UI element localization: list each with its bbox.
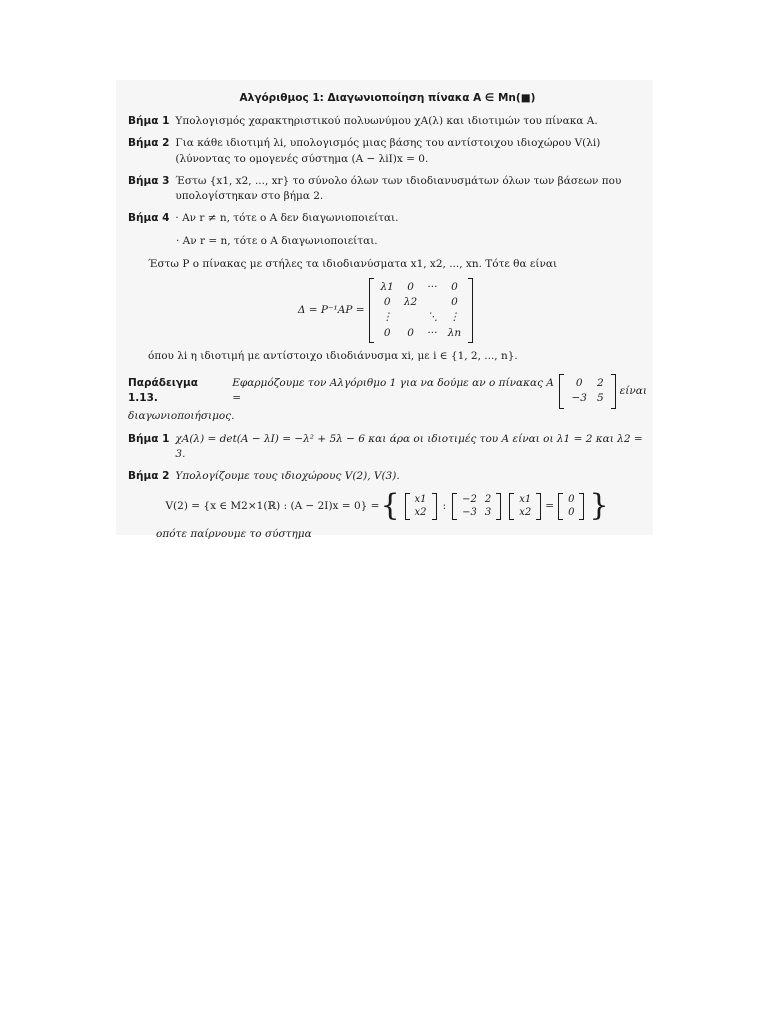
- matrix-cell: λ1: [380, 280, 394, 293]
- example-step-2: [128, 469, 647, 484]
- step-text: Υπολογίζουμε τους ιδιοχώρους V(2), V(3).: [175, 470, 400, 483]
- algorithm-step-4: [128, 211, 647, 226]
- matrix-cell: 0: [383, 326, 391, 339]
- matrix-cell: ⋮: [449, 311, 460, 324]
- document-page: [116, 80, 653, 541]
- matrix-cell: ⋮: [381, 311, 393, 324]
- vector-x-2: [509, 493, 541, 520]
- step-text: Για κάθε ιδιοτιμή λi, υπολογισμός μιας βάσης του αντίστοιχου ιδιοχώρου V(λi) (λύνοντας το ομογενές σύστημα (A − λiI)x = 0.: [175, 137, 601, 165]
- matrix-cell: 0: [383, 296, 391, 309]
- matrix-cell: x2: [414, 507, 427, 519]
- step-label: Βήμα 3: [128, 174, 170, 187]
- matrix-cell: 5: [596, 392, 604, 405]
- left-brace: {: [380, 488, 400, 524]
- example-text-line2: διαγωνιοποιήσιμος.: [128, 409, 235, 422]
- delta-lhs: Δ = P⁻¹AP =: [297, 303, 365, 316]
- matrix-cell: −3: [571, 392, 587, 405]
- equals-sign: =: [545, 499, 555, 512]
- colon: :: [442, 499, 447, 512]
- step-text: · Αν r ≠ n, τότε ο A δεν διαγωνιοποιείται.: [175, 212, 399, 225]
- matrix-cell: ···: [427, 280, 438, 293]
- example-text-after: είναι: [619, 384, 647, 397]
- algorithm-step-2: [128, 136, 647, 166]
- matrix-cell: ···: [427, 326, 438, 339]
- algorithm-step-1: [128, 114, 647, 129]
- matrix-cell: 0: [568, 493, 575, 505]
- algorithm-title: Αλγόριθμος 1: Διαγωνιοποίηση πίνακα A ∈ Mn(■): [239, 92, 536, 104]
- step4-second-case: · Αν r = n, τότε ο A διαγωνιοποιείται.: [176, 234, 378, 247]
- matrix-cell: −3: [462, 507, 477, 519]
- matrix-cell: [399, 310, 422, 325]
- example-text: Εφαρμόζουμε τον Αλγόριθμο 1 για να δούμε αν ο πίνακας A =: [232, 377, 554, 405]
- final-text: οπότε παίρνουμε το σύστημα: [156, 528, 312, 541]
- example-intro: [128, 374, 647, 408]
- matrix-cell: 0: [407, 280, 414, 293]
- v2-lhs: V(2) = {x ∈ M2×1(ℝ) : (A − 2I)x = 0} =: [165, 499, 380, 512]
- matrix-cell: 3: [484, 507, 492, 519]
- algorithm-step-3: [128, 174, 647, 204]
- matrix-cell: λ2: [403, 296, 418, 309]
- zero-vector: [558, 493, 584, 520]
- matrix-cell: λn: [447, 326, 462, 339]
- matrix-cell: 0: [407, 326, 414, 339]
- matrix-cell: 0: [451, 296, 458, 309]
- v2-equation: [128, 488, 647, 524]
- matrix-cell: 0: [451, 280, 458, 293]
- example-step-1: [128, 432, 647, 462]
- p-matrix-text: Έστω P ο πίνακας με στήλες τα ιδιοδιανύσματα x1, x2, ..., xn. Τότε θα είναι: [148, 257, 558, 270]
- matrix-cell: 0: [568, 507, 575, 519]
- step-text: χA(λ) = det(A − λI) = −λ² + 5λ − 6 και άρα οι ιδιοτιμές του A είναι οι λ1 = 2 και λ2 = 3.: [175, 432, 643, 460]
- example-matrix: [559, 374, 615, 408]
- right-brace: }: [589, 488, 609, 524]
- vector-x: [405, 493, 437, 520]
- matrix-cell: x2: [519, 507, 532, 519]
- matrix-cell: x1: [414, 493, 427, 505]
- matrix-cell: 0: [575, 377, 583, 390]
- step-text: Έστω {x1, x2, ..., xr} το σύνολο όλων των ιδιοδιανυσμάτων όλων των βάσεων που υπολογίστηκαν στο βήμα 2.: [175, 174, 622, 203]
- matrix-cell: ⋱: [427, 311, 438, 324]
- matrix-cell: 2: [596, 377, 604, 390]
- matrix-cell: 2: [484, 493, 492, 505]
- step-text: Υπολογισμός χαρακτηριστικού πολυωνύμου χA(λ) και ιδιοτιμών του πίνακα A.: [175, 115, 598, 128]
- step-label: Βήμα 2: [128, 137, 170, 150]
- delta-equation: [128, 278, 647, 343]
- example-label: Παράδειγμα 1.13.: [128, 377, 198, 405]
- matrix-cell: −2: [462, 493, 477, 505]
- matrix-cell: [422, 295, 443, 310]
- delta-matrix: [369, 278, 474, 343]
- step-label: Βήμα 4: [128, 212, 170, 225]
- matrix-a-minus-2i: [452, 493, 501, 520]
- where-text: όπου λi η ιδιοτιμή με αντίστοιχο ιδιοδιάνυσμα xi, με i ∈ {1, 2, ..., n}.: [148, 349, 518, 362]
- step-label: Βήμα 1: [128, 432, 170, 445]
- matrix-cell: x1: [519, 493, 532, 505]
- step-label: Βήμα 2: [128, 470, 170, 483]
- step-label: Βήμα 1: [128, 115, 170, 128]
